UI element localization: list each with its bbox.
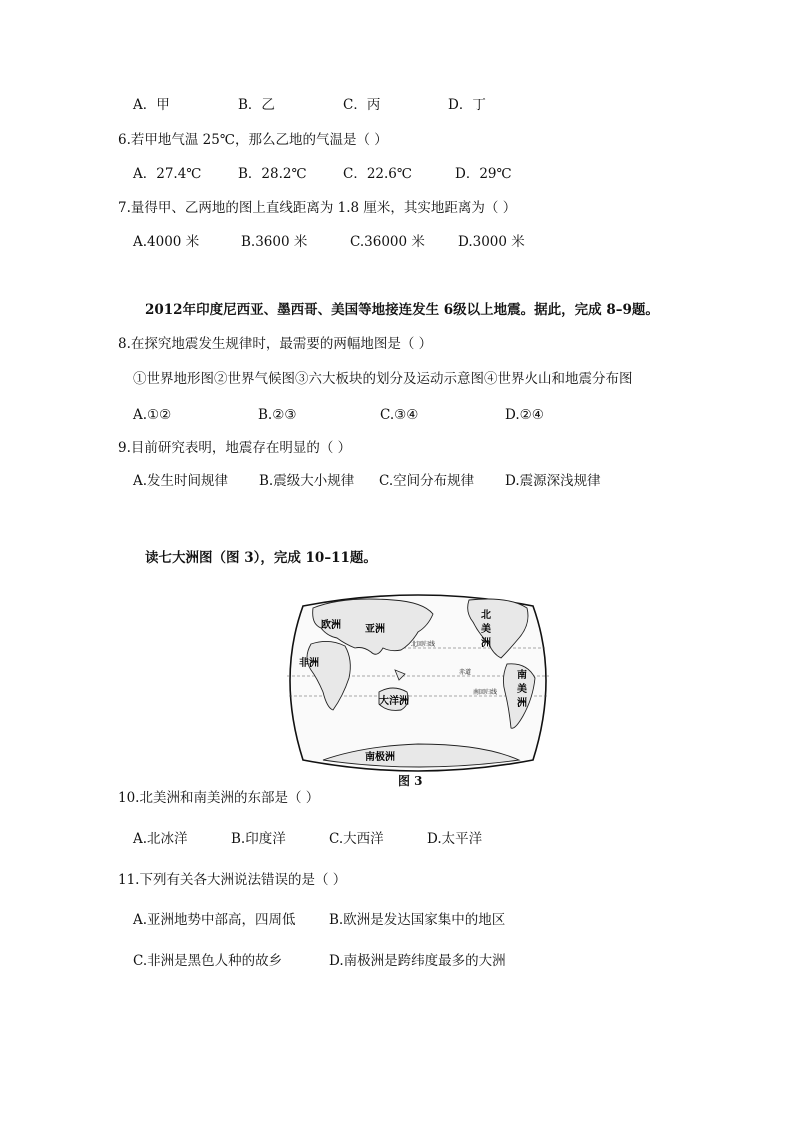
q8-option-b[interactable]: B.②③: [258, 407, 297, 423]
q8-stem: 8.在探究地震发生规律时，最需要的两幅地图是（ ）: [118, 336, 433, 352]
q6-option-d[interactable]: D．29℃: [455, 166, 512, 182]
label-oceania: 大洋洲: [379, 696, 409, 707]
q6-option-b[interactable]: B．28.2℃: [238, 166, 307, 182]
q8-choices: ①世界地形图②世界气候图③六大板块的划分及运动示意图④世界火山和地震分布图: [133, 371, 633, 387]
label-north-america-3: 洲: [481, 638, 491, 649]
q8-option-d[interactable]: D.②④: [505, 407, 544, 423]
label-antarctica: 南极洲: [365, 752, 395, 763]
q5-option-b[interactable]: B．乙: [238, 97, 275, 113]
q10-option-b[interactable]: B.印度洋: [231, 831, 286, 847]
q11-option-a[interactable]: A.亚洲地势中部高，四周低: [133, 912, 296, 928]
label-tropic-cancer: 北回归线: [411, 641, 436, 648]
q6-option-a[interactable]: A．27.4℃: [133, 166, 202, 182]
q8-option-c[interactable]: C.③④: [380, 407, 419, 423]
label-asia: 亚洲: [365, 624, 385, 635]
q7-option-c[interactable]: C.36000 米: [350, 234, 425, 250]
label-south-america-2: 美: [517, 684, 527, 695]
q6-option-c[interactable]: C．22.6℃: [343, 166, 412, 182]
q7-option-a[interactable]: A.4000 米: [133, 234, 200, 250]
q11-stem: 11.下列有关各大洲说法错误的是（ ）: [118, 872, 347, 888]
label-north-america-2: 美: [481, 624, 491, 635]
q10-option-d[interactable]: D.太平洋: [427, 831, 483, 847]
q5-option-a[interactable]: A．甲: [133, 97, 170, 113]
label-south-america-3: 洲: [517, 698, 527, 709]
q5-option-c[interactable]: C．丙: [343, 97, 381, 113]
q6-stem: 6.若甲地气温 25℃，那么乙地的气温是（ ）: [118, 132, 388, 148]
q9-option-d[interactable]: D.震源深浅规律: [505, 473, 601, 489]
q7-option-b[interactable]: B.3600 米: [241, 234, 308, 250]
q8-option-a[interactable]: A.①②: [133, 407, 172, 423]
label-north-america-1: 北: [481, 610, 491, 621]
label-equator: 赤道: [459, 669, 472, 676]
q9-option-c[interactable]: C.空间分布规律: [379, 473, 475, 489]
q11-option-b[interactable]: B.欧洲是发达国家集中的地区: [329, 912, 506, 928]
label-tropic-capricorn: 南回归线: [473, 689, 498, 696]
q9-option-a[interactable]: A.发生时间规律: [133, 473, 229, 489]
section-intro-8-9: 2012年印度尼西亚、墨西哥、美国等地接连发生 6级以上地震。据此，完成 8–9题。: [145, 302, 659, 318]
world-continents-map: [283, 588, 553, 778]
q11-option-c[interactable]: C.非洲是黑色人种的故乡: [133, 953, 283, 969]
map-caption: 图 3: [398, 774, 423, 788]
q9-option-b[interactable]: B.震级大小规律: [259, 473, 355, 489]
q10-stem: 10.北美洲和南美洲的东部是（ ）: [118, 790, 320, 806]
q10-option-a[interactable]: A.北冰洋: [133, 831, 188, 847]
q7-stem: 7.量得甲、乙两地的图上直线距离为 1.8 厘米，其实地距离为（ ）: [118, 200, 517, 216]
q10-option-c[interactable]: C.大西洋: [329, 831, 384, 847]
q7-option-d[interactable]: D.3000 米: [458, 234, 525, 250]
section-intro-10-11: 读七大洲图（图 3），完成 10–11题。: [145, 550, 377, 566]
q5-option-d[interactable]: D．丁: [448, 97, 486, 113]
q9-stem: 9.目前研究表明，地震存在明显的（ ）: [118, 440, 352, 456]
label-europe: 欧洲: [321, 620, 341, 631]
q11-option-d[interactable]: D.南极洲是跨纬度最多的大洲: [329, 953, 506, 969]
label-south-america-1: 南: [517, 670, 527, 681]
label-africa: 非洲: [299, 658, 319, 669]
